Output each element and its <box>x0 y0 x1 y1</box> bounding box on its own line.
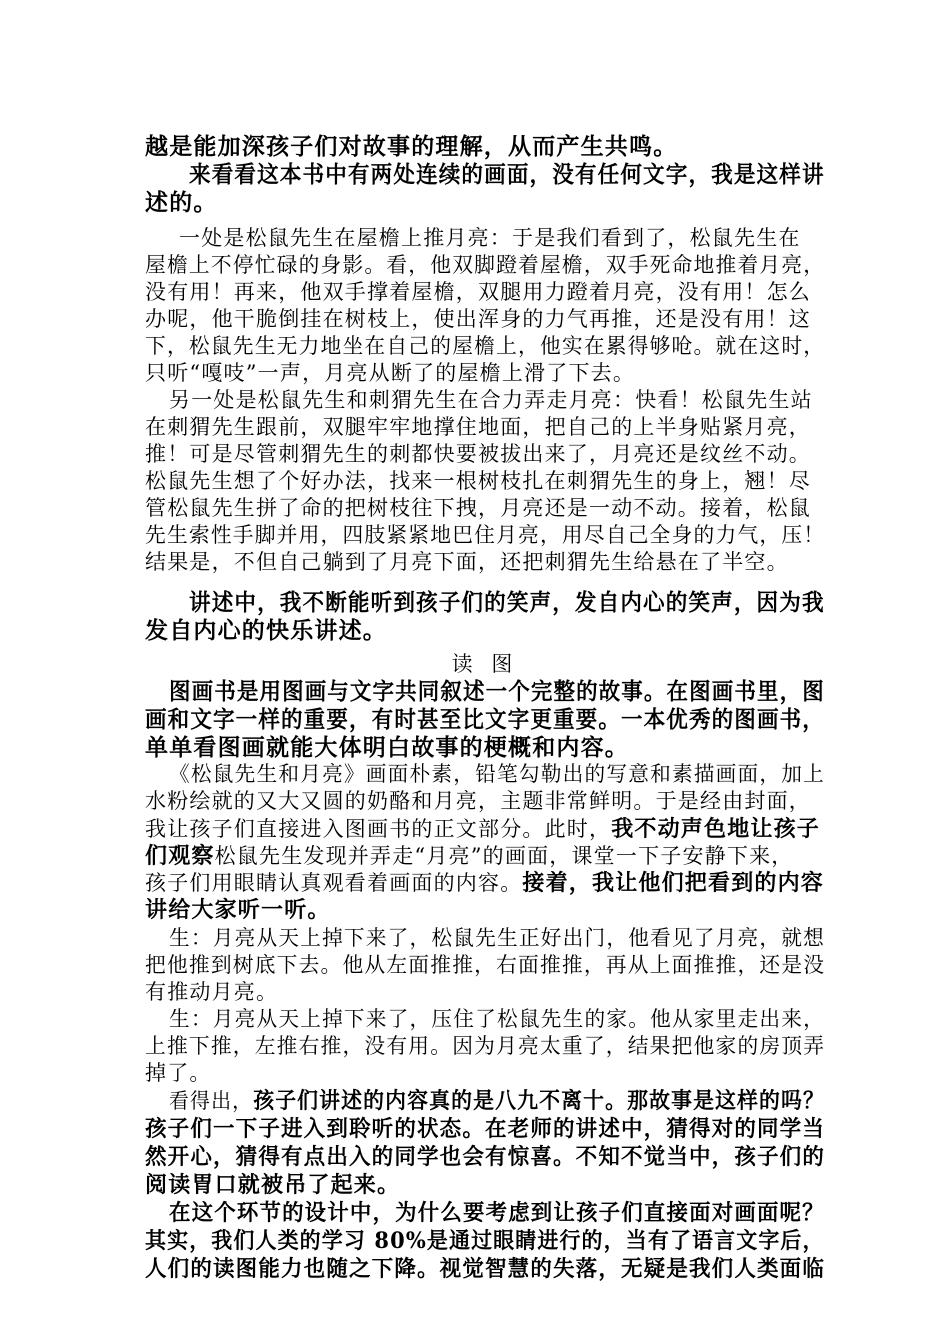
paragraph-line: 画和文字一样的重要，有时甚至比文字更重要。一本优秀的图画书， <box>145 706 825 733</box>
paragraph-line: 《松鼠先生和月亮》画面朴素，铅笔勾勒出的写意和素描画面，加上 <box>169 762 826 786</box>
paragraph-line: 越是能加深孩子们对故事的理解，从而产生共鸣。 <box>145 133 678 160</box>
paragraph-line: 发自内心的快乐讲述。 <box>145 617 387 644</box>
paragraph-line: 结果是，不但自己躺到了月亮下面，还把刺猬先生给悬在了半空。 <box>145 550 789 574</box>
paragraph-line: 单单看图画就能大体明白故事的梗概和内容。 <box>145 734 629 761</box>
paragraph-line: 把他推到树底下去。他从左面推推，右面推推，再从上面推推，还是没 <box>145 953 826 977</box>
paragraph-line <box>169 1084 825 1115</box>
paragraph-line: 孩子们一下子进入到聆听的状态。在老师的讲述中，猜得对的同学当 <box>145 1116 826 1142</box>
paragraph-line: 在这个环节的设计中，为什么要考虑到让孩子们直接面对画面呢？ <box>169 1200 825 1226</box>
paragraph-line: 人们的读图能力也随之下降。视觉智慧的失落，无疑是我们人类面临 <box>145 1256 826 1282</box>
paragraph-line: 来看看这本书中有两处连续的画面，没有任何文字，我是这样讲 <box>189 161 825 188</box>
emphasis-span: 我不动声色地让孩子 <box>611 816 821 842</box>
paragraph-line: 讲述中，我不断能听到孩子们的笑声，发自内心的笑声，因为我 <box>189 589 825 616</box>
paragraph-line: 讲给大家听一听。 <box>145 897 331 923</box>
paragraph-line: 在刺猬先生跟前，双腿牢牢地撑住地面，把自己的上半身贴紧月亮， <box>145 415 811 439</box>
paragraph-line: 下，松鼠先生无力地坐在自己的屋檐上，他实在累得够呛。就在这时， <box>145 334 826 358</box>
paragraph-line: 屋檐上不停忙碌的身影。看，他双脚蹬着屋檐，双手死命地推着月亮， <box>145 253 826 277</box>
paragraph-line: 有推动月亮。 <box>145 980 279 1004</box>
section-heading: 读 图 <box>451 652 519 676</box>
paragraph-line: 述的。 <box>145 189 218 216</box>
paragraph-line: 一处是松鼠先生在屋檐上推月亮：于是我们看到了，松鼠先生在 <box>179 226 801 250</box>
paragraph-line: 生：月亮从天上掉下来了，压住了松鼠先生的家。他从家里走出来， <box>169 1007 826 1031</box>
text-span: 松鼠先生发现并弄走“月亮”的画面，课堂一下子安静下来， <box>214 844 794 868</box>
paragraph-line: 掉了。 <box>145 1061 212 1085</box>
paragraph-line: 上推下推，左推右推，没有用。因为月亮太重了，结果把他家的房顶弄 <box>145 1034 826 1058</box>
paragraph-line: 图画书是用图画与文字共同叙述一个完整的故事。在图画书里，图 <box>169 678 825 705</box>
text-span: 孩子们用眼睛认真观看着画面的内容。 <box>145 871 523 895</box>
paragraph-line: 办呢，他干脆倒挂在树枝上，使出浑身的力气再推，还是没有用！这 <box>145 307 811 331</box>
paragraph-line: 管松鼠先生拼了命的把树枝往下拽，月亮还是一动不动。接着，松鼠 <box>145 496 811 520</box>
paragraph-line: 推！可是尽管刺猬先生的刺都快要被拔出来了，月亮还是纹丝不动。 <box>145 442 811 466</box>
paragraph-line: 松鼠先生想了个好办法，找来一根树枝扎在刺猬先生的身上，翘！尽 <box>145 469 811 493</box>
paragraph-line: 先生索性手脚并用，四肢紧紧地巴住月亮，用尽自己全身的力气，压！ <box>145 523 826 547</box>
paragraph-line: 生：月亮从天上掉下来了，松鼠先生正好出门，他看见了月亮，就想 <box>169 926 826 950</box>
paragraph-line: 只听“嘎吱”一声，月亮从断了的屋檐上滑了下去。 <box>145 361 636 385</box>
text-span: 我让孩子们直接进入图画书的正文部分。此时， <box>145 817 612 841</box>
emphasis-span: 们观察 <box>145 843 215 869</box>
emphasis-span: 接着，我让他们把看到的内容 <box>522 870 825 896</box>
paragraph-line: 另一处是松鼠先生和刺猬先生在合力弄走月亮：快看！松鼠先生站 <box>169 388 813 412</box>
paragraph-line: 其实，我们人类的学习 80%是通过眼睛进行的，当有了语言文字后， <box>145 1228 825 1254</box>
paragraph-line: 没有用！再来，他双手撑着屋檐，双腿用力蹬着月亮，没有用！怎么 <box>145 280 811 304</box>
text-span: 看得出， <box>169 1089 254 1113</box>
paragraph-line: 然开心，猜得有点出入的同学也会有惊喜。不知不觉当中，孩子们的 <box>145 1144 826 1170</box>
paragraph-line: 阅读胃口就被吊了起来。 <box>145 1172 401 1198</box>
paragraph-line: 水粉绘就的又大又圆的奶酪和月亮，主题非常鲜明。于是经由封面， <box>145 789 811 813</box>
emphasis-span: 孩子们讲述的内容真的是八九不离十。那故事是这样的吗？ <box>253 1088 826 1114</box>
